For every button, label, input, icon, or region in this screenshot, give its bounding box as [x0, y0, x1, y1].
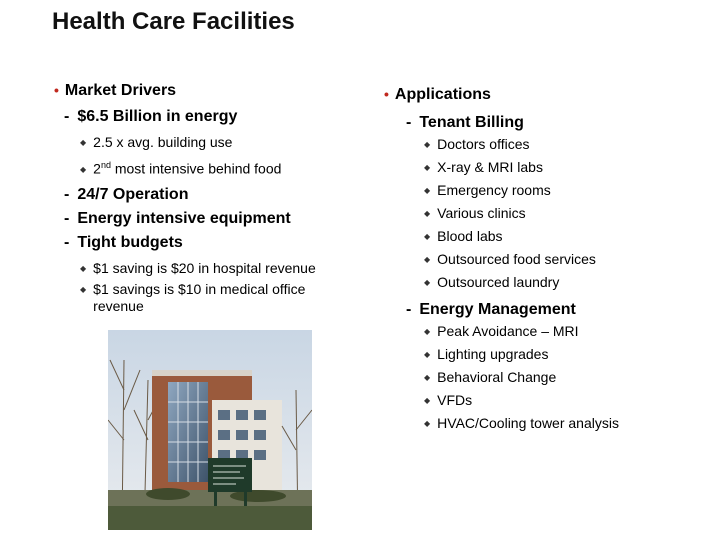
- tenant-item: ◆ Outsourced food services: [424, 249, 704, 272]
- tenant-item: ◆ Doctors offices: [424, 134, 704, 157]
- tenant-billing-item: - Tenant Billing: [406, 114, 524, 131]
- equipment-item: - Energy intensive equipment: [64, 209, 291, 227]
- diamond-bullet-icon: ◆: [80, 164, 87, 174]
- dash-icon: -: [64, 209, 70, 227]
- slide-title: Health Care Facilities: [52, 8, 295, 35]
- energy-point-1: ◆ 2.5 x avg. building use: [80, 132, 374, 155]
- diamond-bullet-icon: ◆: [424, 163, 431, 172]
- budget-point-1: ◆ $1 saving is $20 in hospital revenue: [80, 258, 374, 281]
- diamond-bullet-icon: ◆: [424, 373, 431, 382]
- tenant-item: ◆ Blood labs: [424, 226, 704, 249]
- dash-icon: -: [406, 114, 412, 131]
- diamond-bullet-icon: ◆: [424, 278, 431, 287]
- dash-icon: -: [64, 108, 70, 125]
- tenant-item: ◆ X-ray & MRI labs: [424, 157, 704, 180]
- energy-mgmt-item: ◆ VFDs: [424, 390, 704, 413]
- energy-mgmt-item: ◆ Lighting upgrades: [424, 344, 704, 367]
- applications-column: [384, 86, 704, 436]
- diamond-bullet-icon: ◆: [80, 263, 87, 273]
- bullet-icon: •: [54, 82, 59, 98]
- tenant-item: ◆ Various clinics: [424, 203, 704, 226]
- diamond-bullet-icon: ◆: [424, 396, 431, 405]
- energy-billion-item: - $6.5 Billion in energy: [64, 108, 238, 125]
- energy-mgmt-item: ◆ Behavioral Change: [424, 367, 704, 390]
- energy-management-item: - Energy Management: [406, 301, 576, 318]
- diamond-bullet-icon: ◆: [424, 255, 431, 264]
- market-drivers-column: [54, 82, 374, 315]
- diamond-bullet-icon: ◆: [424, 419, 431, 428]
- energy-mgmt-item: ◆ HVAC/Cooling tower analysis: [424, 413, 704, 436]
- diamond-bullet-icon: ◆: [424, 209, 431, 218]
- applications-heading: • Applications: [384, 86, 491, 103]
- tenant-item: ◆ Outsourced laundry: [424, 272, 704, 295]
- budgets-item: - Tight budgets: [64, 233, 183, 251]
- diamond-bullet-icon: ◆: [424, 140, 431, 149]
- dash-icon: -: [64, 233, 70, 251]
- diamond-bullet-icon: ◆: [424, 350, 431, 359]
- energy-point-2: ◆ 2nd most intensive behind food: [80, 155, 374, 182]
- operation-item: - 24/7 Operation: [64, 185, 189, 203]
- diamond-bullet-icon: ◆: [424, 232, 431, 241]
- diamond-bullet-icon: ◆: [424, 327, 431, 336]
- bullet-icon: •: [384, 86, 389, 102]
- diamond-bullet-icon: ◆: [80, 138, 87, 147]
- tenant-item: ◆ Emergency rooms: [424, 180, 704, 203]
- dash-icon: -: [406, 301, 412, 318]
- hospital-building-photo: [108, 330, 312, 530]
- market-drivers-heading: • Market Drivers: [54, 82, 177, 99]
- diamond-bullet-icon: ◆: [80, 284, 87, 294]
- diamond-bullet-icon: ◆: [424, 186, 431, 195]
- energy-mgmt-item: ◆ Peak Avoidance – MRI: [424, 321, 704, 344]
- budget-point-2: ◆ $1 savings is $10 in medical office revenue: [80, 280, 306, 314]
- dash-icon: -: [64, 185, 70, 203]
